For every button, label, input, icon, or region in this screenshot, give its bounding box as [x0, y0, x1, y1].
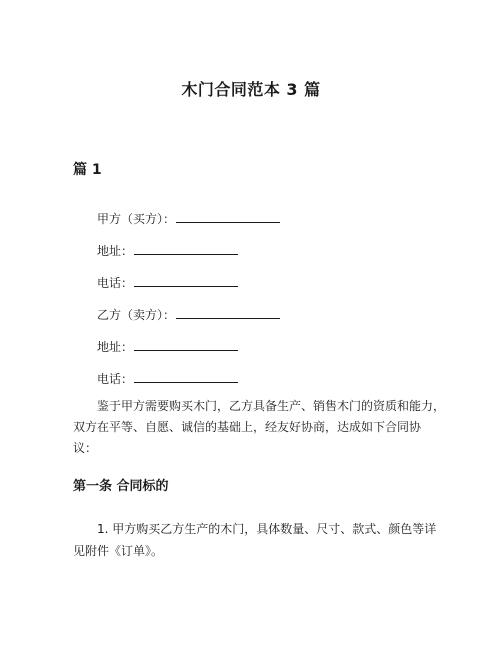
- field-label: 电话：: [97, 372, 134, 386]
- blank-line: [134, 274, 238, 287]
- seller-address-field: [97, 338, 238, 355]
- paragraph-line: 议：: [73, 441, 98, 455]
- blank-line: [176, 210, 280, 223]
- seller-name-field: [97, 306, 280, 323]
- preamble-paragraph: [73, 396, 453, 459]
- field-label: 甲方（买方）：: [97, 212, 176, 226]
- document-title: 木门合同范本 3 篇: [181, 80, 321, 99]
- paragraph-line: 1. 甲方购买乙方生产的木门，具体数量、尺寸、款式、颜色等详: [97, 522, 437, 536]
- field-label: 乙方（卖方）：: [97, 308, 176, 322]
- field-label: 地址：: [97, 340, 134, 354]
- buyer-phone-field: [97, 274, 238, 291]
- blank-line: [134, 338, 238, 351]
- buyer-address-field: [97, 242, 238, 259]
- paragraph-line: 双方在平等、自愿、诚信的基础上，经友好协商，达成如下合同协: [73, 420, 422, 434]
- field-label: 电话：: [97, 276, 134, 290]
- paragraph-line: 见附件《订单》。: [73, 544, 164, 558]
- blank-line: [134, 370, 238, 383]
- field-label: 地址：: [97, 244, 134, 258]
- blank-line: [134, 242, 238, 255]
- seller-phone-field: [97, 370, 238, 387]
- clause-paragraph: [73, 518, 436, 562]
- section-heading: 篇 1: [73, 162, 102, 178]
- paragraph-line: 鉴于甲方需要购买木门，乙方具备生产、销售木门的资质和能力，: [97, 399, 446, 413]
- article-heading: 第一条 合同标的: [73, 479, 169, 494]
- buyer-name-field: [97, 210, 280, 227]
- blank-line: [176, 306, 280, 319]
